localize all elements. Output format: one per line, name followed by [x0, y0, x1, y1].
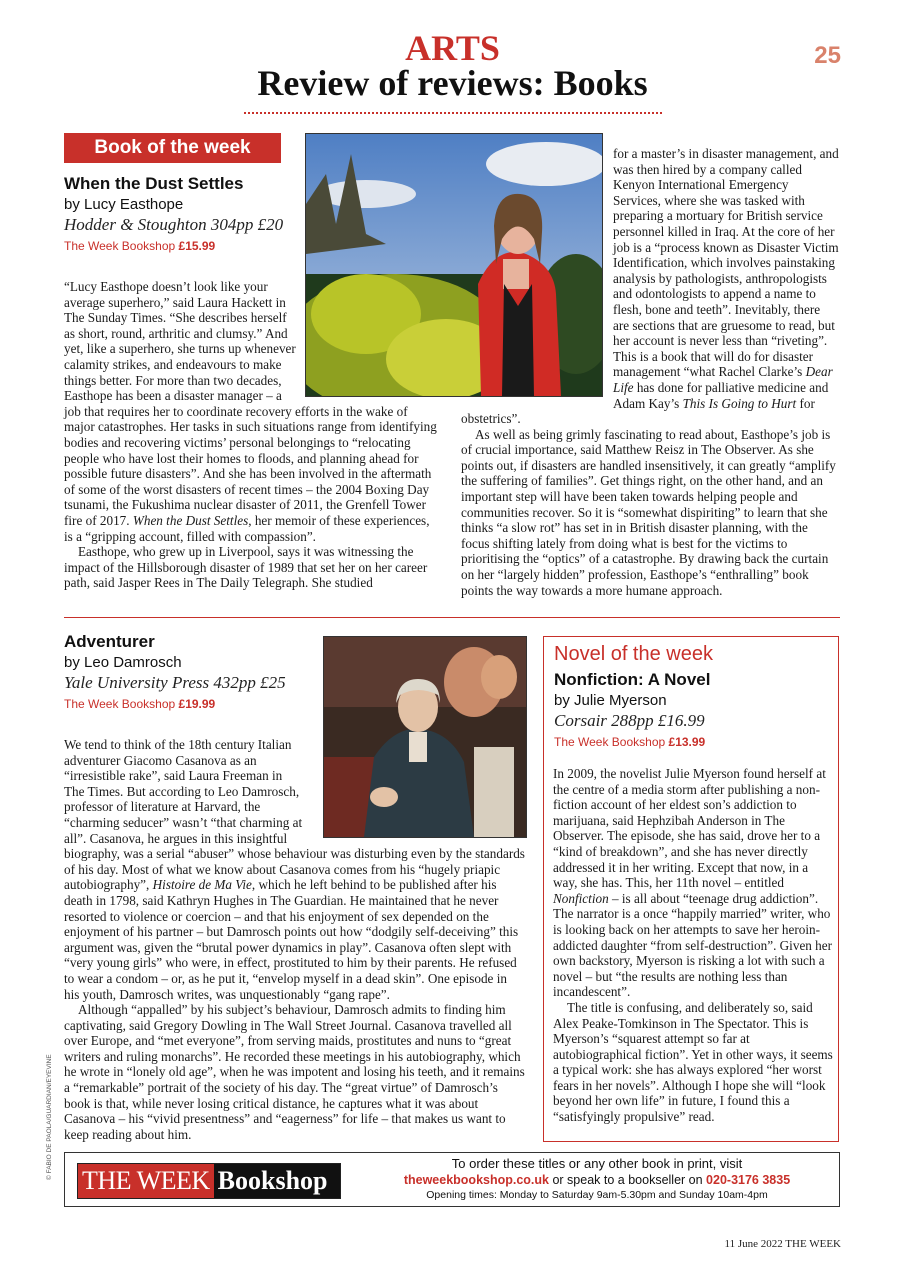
logo-bookshop: Bookshop [214, 1164, 340, 1198]
price: £13.99 [668, 735, 706, 749]
footer-line-1: To order these titles or any other book in print, visit [451, 1156, 743, 1171]
photo-wrap-spacer [298, 279, 438, 396]
price: £19.99 [178, 697, 216, 711]
photo-wrap-spacer [461, 146, 613, 400]
section-kicker: ARTS [405, 28, 500, 68]
photo-credit: © FABIO DE PAOLA/GUARDIAN/EYEVINE [46, 1054, 53, 1180]
paragraph: “Lucy Easthope doesn’t look like your average superhero,” said Laura Hackett in The Sunday Times. “She describes herself as short, round, arthritic and clumsy.” And yet, like a superhero, she turns up whenever calamity strikes, and endeavours to make things better. For more than two decades, Easthope has been a disaster manager – a job that requires her to coordinate recovery efforts in the wake of major catastrophes. Her tasks in such situations range from identifying bodies and recovering victims’ personal belongings to “relocating people who have lost their homes to floods, and planning ahead for possible future disasters”. And she has been involved in the aftermath of some of the worst disasters of recent times – the 2004 Boxing Day tsunami, the Fukushima nuclear disaster of 2011, the Grenfell Tower fire of 2017. When the Dust Settles, her memoir of these experiences, is a “gripping account, filled with compassion”. [64, 279, 437, 544]
book-author: by Lucy Easthope [64, 196, 184, 213]
bookshop-phone: 020-3176 3835 [706, 1173, 791, 1187]
section-rule [64, 617, 840, 618]
novel-of-week-box [543, 636, 839, 1142]
book-title: When the Dust Settles [64, 174, 244, 193]
logo-the-week: THE WEEK [78, 1164, 214, 1198]
page-number: 25 [814, 42, 841, 69]
novel-meta [554, 643, 830, 749]
book-title: Adventurer [64, 632, 155, 651]
bookshop-price: The Week Bookshop £19.99 [64, 697, 216, 711]
paragraph: Although “appalled” by his subject’s behaviour, Damrosch admits to finding him captivating, said Gregory Dowling in The Wall Street Journal. Casanova travelled all over Europe, and “met everyone”, from serving maids, prostitutes and nuns to “great writers and ruling monarchs”. He recorded these meetings in his autobiography, which he wrote in “lonely old age”, when he was impotent and losing his teeth, and it remains a “remarkable” portrait of the society of his day. The “great virtue” of Damrosch’s book is that, while never losing critical distance, he captures what it was about Casanova – his “vivid presentness” and “eagerness” for life – that makes us want to keep reading about him. [64, 1002, 525, 1142]
bookshop-price: The Week Bookshop £15.99 [64, 239, 216, 253]
book-author: by Leo Damrosch [64, 654, 182, 671]
the-week-bookshop-logo [77, 1163, 341, 1199]
adventurer-meta [64, 632, 314, 711]
paragraph: for a master’s in disaster management, and was then hired by a company called Kenyon International Emergency Services, where she was tasked with preparing a mortuary for British service personnel killed in Iraq. At the core of her job is a “process known as Disaster Victim Identification, which involves painstaking analysis by pathologists, anthropologists and odontologists to append a name to flesh, bone and teeth”. Inevitably, there are sections that are gruesome to read, but her account is never less than “riveting”. This is a book that will do for disaster management “what Rachel Clarke’s Dear Life has done for palliative medicine and Adam Kay’s This Is Going to Hurt for obstetrics”. [461, 146, 839, 427]
paragraph: The title is confusing, and deliberately so, said Alex Peake-Tomkinson in The Spectator. This is Myerson’s “squarest attempt so far at autobiographical fiction”. Yet in other ways, it seems a typical work: she has always explored “her worst fears in her novels”. Although I hope she will “look beyond her own life” in future, I found this a “satisfyingly propulsive” read. [553, 999, 833, 1125]
portrait-wrap-spacer [303, 737, 525, 836]
bookshop-footer [64, 1152, 840, 1207]
footer-text [357, 1156, 837, 1203]
book-publisher: Yale University Press 432pp £25 [64, 673, 286, 692]
paragraph: We tend to think of the 18th century Italian adventurer Giacomo Casanova as an “irresistible rake”, said Laura Freeman in The Times. But according to Leo Damrosch, professor of literature at Harvard, the “charming seducer” wasn’t “that charming at all”. Casanova, he argues in this insightful biography, was a serial “abuser” whose behaviour was disturbing even by the standards of his day. Most of what we know about Casanova comes from his “hugely priapic autobiography”, Histoire de Ma Vie, which he left behind to be published after his death in 1798, said Kathryn Hughes in The Guardian. He maintained that he never resorted to violence or coercion – and that his enjoyment of sex depended on the enjoyment of his partner – but Damrosch points out how “dodgily self-deceiving” this argument was, given the “brutal power dynamics in play”. Casanova often slept with “very young girls” who were, in effect, prostituted to him by their parents. He refused to wear a condom – or, as he put it, “envelop myself in a dead skin”. One episode in his youth, Damrosch writes, was unquestionably “gang rape”. [64, 737, 525, 1002]
footer-line-2: theweekbookshop.co.uk or speak to a bookseller on 020-3176 3835 [403, 1173, 791, 1187]
bookshop-price: The Week Bookshop £13.99 [554, 735, 706, 749]
book-title: Nonfiction: A Novel [554, 670, 711, 689]
price: £15.99 [178, 239, 216, 253]
paragraph: Easthope, who grew up in Liverpool, says it was witnessing the impact of the Hillsborough disaster of 1989 that set her on her career path, said Jasper Rees in The Daily Telegraph. She studied [64, 544, 428, 591]
dotted-divider [244, 112, 662, 114]
novel-text [553, 766, 833, 1125]
novel-of-week-heading: Novel of the week [554, 643, 713, 665]
paragraph: As well as being grimly fascinating to read about, Easthope’s job is of crucial importance, said Matthew Reisz in The Observer. As she points out, if disasters are handled insensitively, it can greatly “amplify the suffering of families”. Get things right, on the other hand, and an important step will have been taken towards helping people and communities recover. So it is “somewhat dispiriting” to learn that she thinks “a slow rot” has set in in British disaster planning, with the focus shifting lately from doing what is best for the victims to prioritising the “optics” of a catastrophe. By drawing back the curtain on her “largely hidden” profession, Easthope’s “enthralling” book points the way towards a more humane approach. [461, 426, 836, 598]
book-publisher: Hodder & Stoughton 304pp £20 [64, 215, 284, 234]
book-of-week-badge: Book of the week [64, 133, 281, 163]
book-of-week-meta [64, 174, 302, 253]
dateline: 11 June 2022 THE WEEK [724, 1238, 841, 1250]
paragraph: In 2009, the novelist Julie Myerson found herself at the centre of a media storm after publishing a non-fiction account of her eldest son’s addiction to marijuana, said Hephzibah Anderson in The Observer. The episode, she has said, drove her to a “kind of breakdown”, and she has never directly addressed it in her writing. Except that now, in a way, she has. This, her 11th novel – entitled Nonfiction – is all about “teenage drug addiction”. The narrator is a once “happily married” writer, who is looking back on her attempts to save her heroin-addicted daughter “from self-destruction”. Given her own backstory, Myerson is risking a lot with such a novel – but “the results are nothing less than incandescent”. [553, 766, 833, 1000]
opening-times: Opening times: Monday to Saturday 9am-5.30pm and Sunday 10am-4pm [426, 1189, 768, 1201]
page-title: Review of reviews: Books [257, 63, 648, 103]
book-publisher: Corsair 288pp £16.99 [554, 711, 705, 730]
book-of-week-column-1 [64, 279, 438, 591]
book-author: by Julie Myerson [554, 692, 667, 709]
bookshop-url-link[interactable]: theweekbookshop.co.uk [403, 1173, 549, 1187]
book-of-week-column-2 [461, 146, 839, 598]
adventurer-text [64, 737, 525, 1142]
